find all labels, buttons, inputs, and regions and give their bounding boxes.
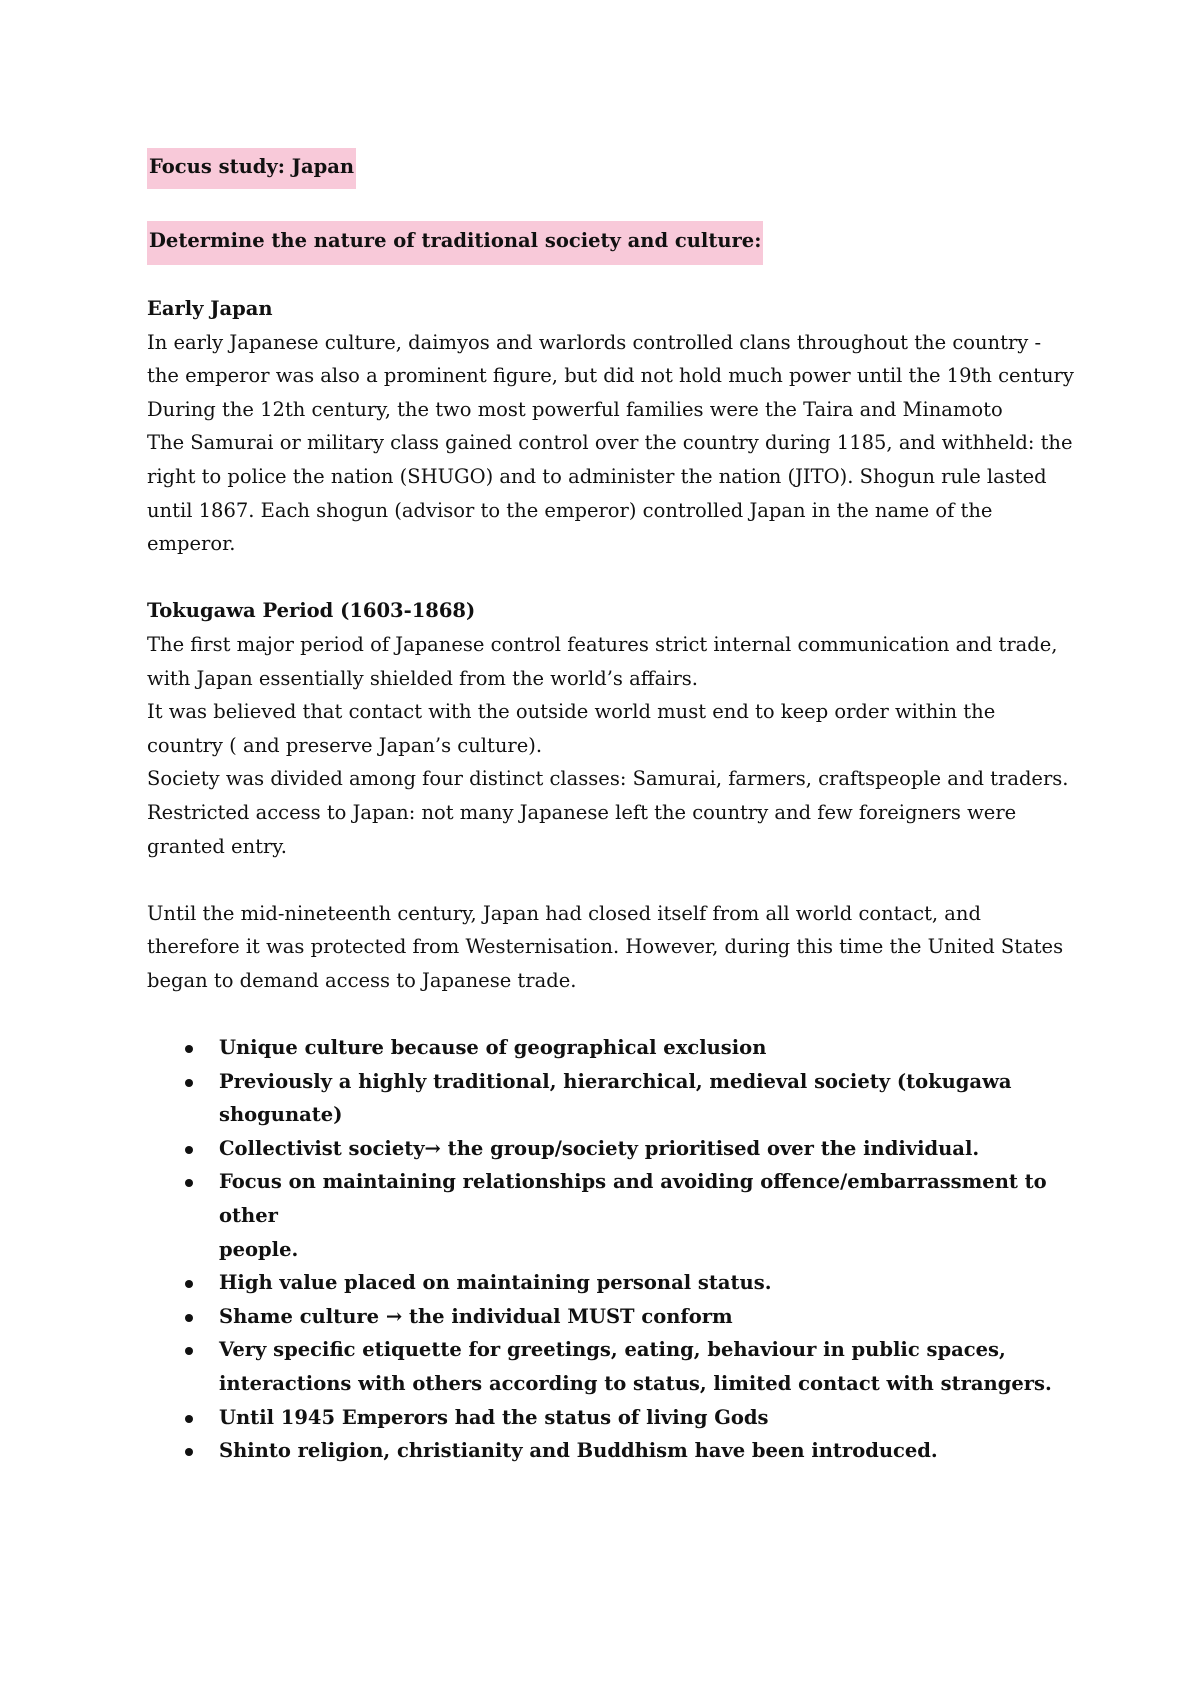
spacer <box>147 997 1077 1031</box>
text-line: with Japan essentially shielded from the world’s affairs. <box>147 666 698 690</box>
section-body-tokugawa-period <box>147 628 1077 863</box>
text-line: therefore it was protected from Westernisation. However, during this time the United States <box>147 935 1064 959</box>
list-item <box>147 1401 1077 1435</box>
text-line: country ( and preserve Japan’s culture). <box>147 733 543 757</box>
text-line: It was believed that contact with the outside world must end to keep order within the <box>147 700 996 724</box>
list-item <box>147 1132 1077 1166</box>
list-item-text: Shame culture → the individual MUST conform <box>219 1304 733 1328</box>
list-item <box>147 1031 1077 1065</box>
list-item-text: Focus on maintaining relationships and avoiding offence/embarrassment to other <box>219 1170 1047 1228</box>
bullet-icon <box>185 1280 193 1288</box>
spacer <box>147 189 1077 221</box>
spacer <box>147 561 1077 595</box>
text-line: The Samurai or military class gained control over the country during 1185, and withheld: the <box>147 431 1073 455</box>
bullet-icon <box>185 1347 193 1355</box>
list-item-text: Very specific etiquette for greetings, eating, behaviour in public spaces, <box>219 1338 1006 1362</box>
list-item-text: Unique culture because of geographical exclusion <box>219 1036 767 1060</box>
bullet-icon <box>185 1179 193 1187</box>
section-heading-early-japan: Early Japan <box>147 297 273 320</box>
text-line: right to police the nation (SHUGO) and to administer the nation (JITO). Shogun rule lasted <box>147 464 1047 488</box>
list-item-text-continued: interactions with others according to status, limited contact with strangers. <box>219 1372 1052 1395</box>
text-line: The first major period of Japanese control features strict internal communication and trade, <box>147 632 1058 656</box>
text-line: the emperor was also a prominent figure, but did not hold much power until the 19th century <box>147 364 1074 388</box>
closing-paragraph <box>147 897 1077 998</box>
list-item <box>147 1300 1077 1334</box>
spacer <box>147 863 1077 897</box>
text-line: until 1867. Each shogun (advisor to the emperor) controlled Japan in the name of the <box>147 498 993 522</box>
bullet-list <box>147 1031 1077 1468</box>
bullet-icon <box>185 1415 193 1423</box>
bullet-icon <box>185 1314 193 1322</box>
bullet-icon <box>185 1146 193 1154</box>
document-subtitle: Determine the nature of traditional society and culture: <box>147 221 763 265</box>
list-item-text: Previously a highly traditional, hierarchical, medieval society (tokugawa <box>219 1069 1012 1093</box>
document-page <box>147 148 1077 1468</box>
list-item-text: Until 1945 Emperors had the status of living Gods <box>219 1405 769 1429</box>
text-line: emperor. <box>147 532 236 556</box>
text-line: In early Japanese culture, daimyos and warlords controlled clans throughout the country - <box>147 330 1042 354</box>
list-item-text: High value placed on maintaining personal status. <box>219 1271 772 1295</box>
bullet-icon <box>185 1045 193 1053</box>
spacer <box>147 265 1077 292</box>
list-item <box>147 1434 1077 1468</box>
section-body-early-japan <box>147 326 1077 561</box>
text-line: began to demand access to Japanese trade. <box>147 968 577 992</box>
list-item <box>147 1266 1077 1300</box>
text-line: During the 12th century, the two most powerful families were the Taira and Minamoto <box>147 397 1003 421</box>
bullet-icon <box>185 1079 193 1087</box>
list-item <box>147 1065 1077 1132</box>
list-item <box>147 1165 1077 1266</box>
text-line: Until the mid-nineteenth century, Japan had closed itself from all world contact, and <box>147 901 981 925</box>
list-item-text: Shinto religion, christianity and Buddhism have been introduced. <box>219 1439 938 1463</box>
bullet-icon <box>185 1448 193 1456</box>
list-item <box>147 1333 1077 1400</box>
text-line: granted entry. <box>147 834 287 858</box>
list-item-text: Collectivist society→ the group/society prioritised over the individual. <box>219 1136 980 1160</box>
text-line: Restricted access to Japan: not many Japanese left the country and few foreigners were <box>147 800 1017 824</box>
list-item-text-continued: people. <box>219 1237 299 1261</box>
text-line: Society was divided among four distinct classes: Samurai, farmers, craftspeople and traders. <box>147 767 1069 791</box>
section-heading-tokugawa-period: Tokugawa Period (1603-1868) <box>147 599 476 623</box>
document-title: Focus study: Japan <box>147 148 356 189</box>
list-item-text-continued: shogunate) <box>219 1103 343 1127</box>
